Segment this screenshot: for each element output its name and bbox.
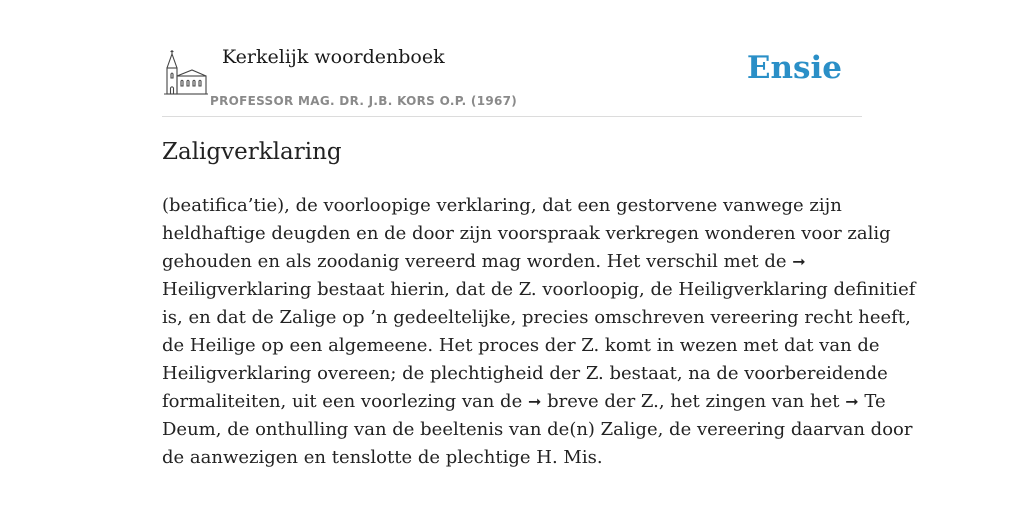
definition-line [162,444,862,472]
definition-line [162,192,862,220]
definition-line [162,360,888,388]
definition-text: de Heilige op een algemeene. Het proces der Z. komt in wezen met dat van de [162,335,880,356]
cross-reference-arrow-icon[interactable]: ➞ [845,392,859,411]
definition-line [162,276,916,304]
cross-reference-arrow-icon[interactable]: ➞ [527,392,542,411]
dictionary-header [162,40,862,117]
definition-line [162,388,886,416]
definition-text: Deum, de onthulling van de beeltenis van de(n) Zalige, de vereering daarvan door [162,419,913,440]
definition-line [162,416,913,444]
definition-line [162,304,911,332]
definition-text: Te [858,391,886,412]
definition-text: gehouden en als zoodanig vereerd mag worden. Het verschil met de [162,251,793,272]
definition-line [162,332,880,360]
definition-text: de aanwezigen en tenslotte de plechtige H. Mis. [162,447,603,468]
definition-text: Heiligverklaring bestaat hierin, dat de Z. voorloopig, de Heiligverklaring definitief [162,279,916,300]
ensie-logo[interactable]: Ensie [746,50,842,86]
entry-definition [162,192,916,472]
definition-text: (beatifica’tie), de voorloopige verklaring, dat een gestorvene vanwege zijn [162,195,842,216]
definition-line [162,248,862,276]
church-icon[interactable] [164,48,208,96]
dictionary-author: PROFESSOR MAG. DR. J.B. KORS O.P. (1967) [210,94,518,108]
dictionary-title[interactable]: Kerkelijk woordenboek [222,46,445,68]
entry-term: Zaligverklaring [162,139,342,165]
definition-text: is, en dat de Zalige op ’n gedeeltelijke, precies omschreven vereering recht heeft, [162,307,911,328]
definition-text: Heiligverklaring overeen; de plechtigheid der Z. bestaat, na de voorbereidende [162,363,888,384]
definition-text: heldhaftige deugden en de door zijn voorspraak verkregen wonderen voor zalig [162,223,891,244]
definition-text: formaliteiten, uit een voorlezing van de [162,391,528,412]
cross-reference-arrow-icon[interactable]: ➞ [792,252,806,271]
definition-text: breve der Z., het zingen van het [541,391,846,412]
definition-line [162,220,891,248]
page [162,0,916,512]
